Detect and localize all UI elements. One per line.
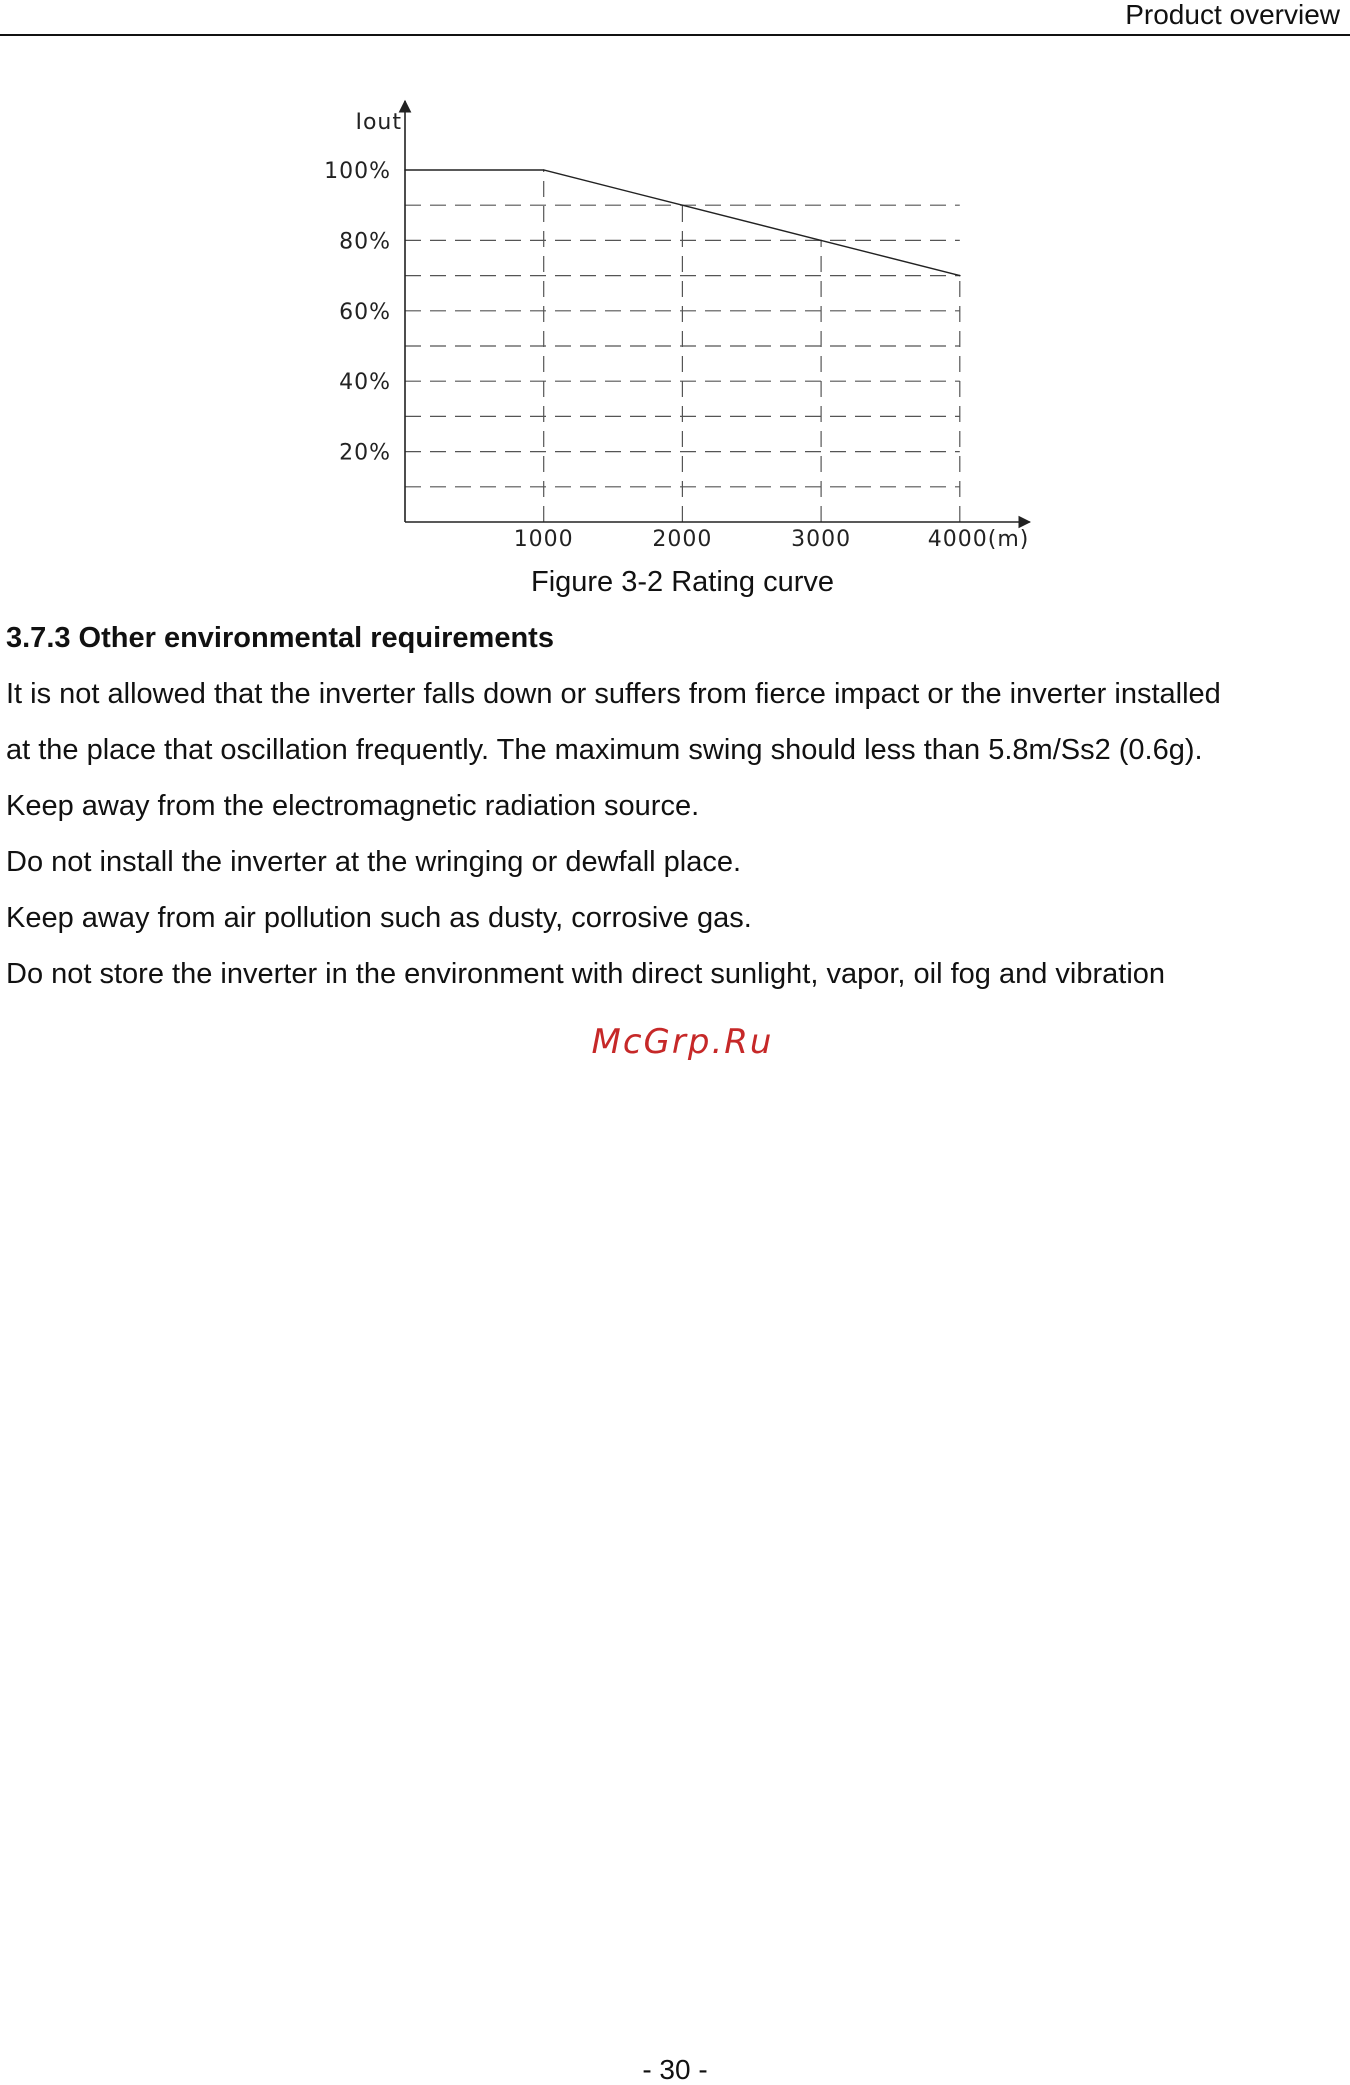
paragraph-line: Do not store the inverter in the environment with direct sunlight, vapor, oil fog and vibration	[6, 958, 1166, 990]
paragraph-line: Keep away from the electromagnetic radiation source.	[6, 790, 700, 822]
watermark: McGrp.Ru	[591, 1022, 774, 1062]
header-title: Product overview	[1125, 0, 1340, 30]
y-tick-label: 80%	[339, 229, 391, 255]
y-tick-label: 100%	[324, 159, 391, 184]
data-point	[959, 275, 961, 277]
section-heading: 3.7.3 Other environmental requirements	[6, 622, 554, 654]
paragraph-line: Keep away from air pollution such as dusty, corrosive gas.	[6, 902, 752, 934]
data-point	[404, 169, 406, 171]
page-number: - 30 -	[642, 2054, 708, 2085]
y-tick-label: 40%	[339, 370, 391, 396]
page-header	[0, 0, 1350, 36]
paragraph-line: Do not install the inverter at the wringing or dewfall place.	[6, 846, 742, 878]
x-tick-label: 2000	[652, 527, 713, 552]
data-point	[820, 240, 822, 242]
figure-caption: Figure 3-2 Rating curve	[530, 566, 835, 598]
y-tick-label: 60%	[339, 299, 391, 325]
paragraph-line: It is not allowed that the inverter falls down or suffers from fierce impact or the inverter installed	[6, 678, 1221, 710]
y-tick-label: 20%	[339, 440, 391, 466]
y-axis-label: Iout	[355, 110, 402, 135]
x-tick-label: 1000	[513, 527, 574, 552]
data-point	[682, 204, 684, 206]
paragraph-line: at the place that oscillation frequently. The maximum swing should less than 5.8m/Ss2 (0.6g).	[6, 734, 1203, 766]
x-tick-label: 4000(m)	[927, 527, 1030, 552]
x-tick-label: 3000	[791, 527, 852, 552]
data-point	[543, 169, 545, 171]
rating-curve-chart	[300, 95, 1060, 560]
